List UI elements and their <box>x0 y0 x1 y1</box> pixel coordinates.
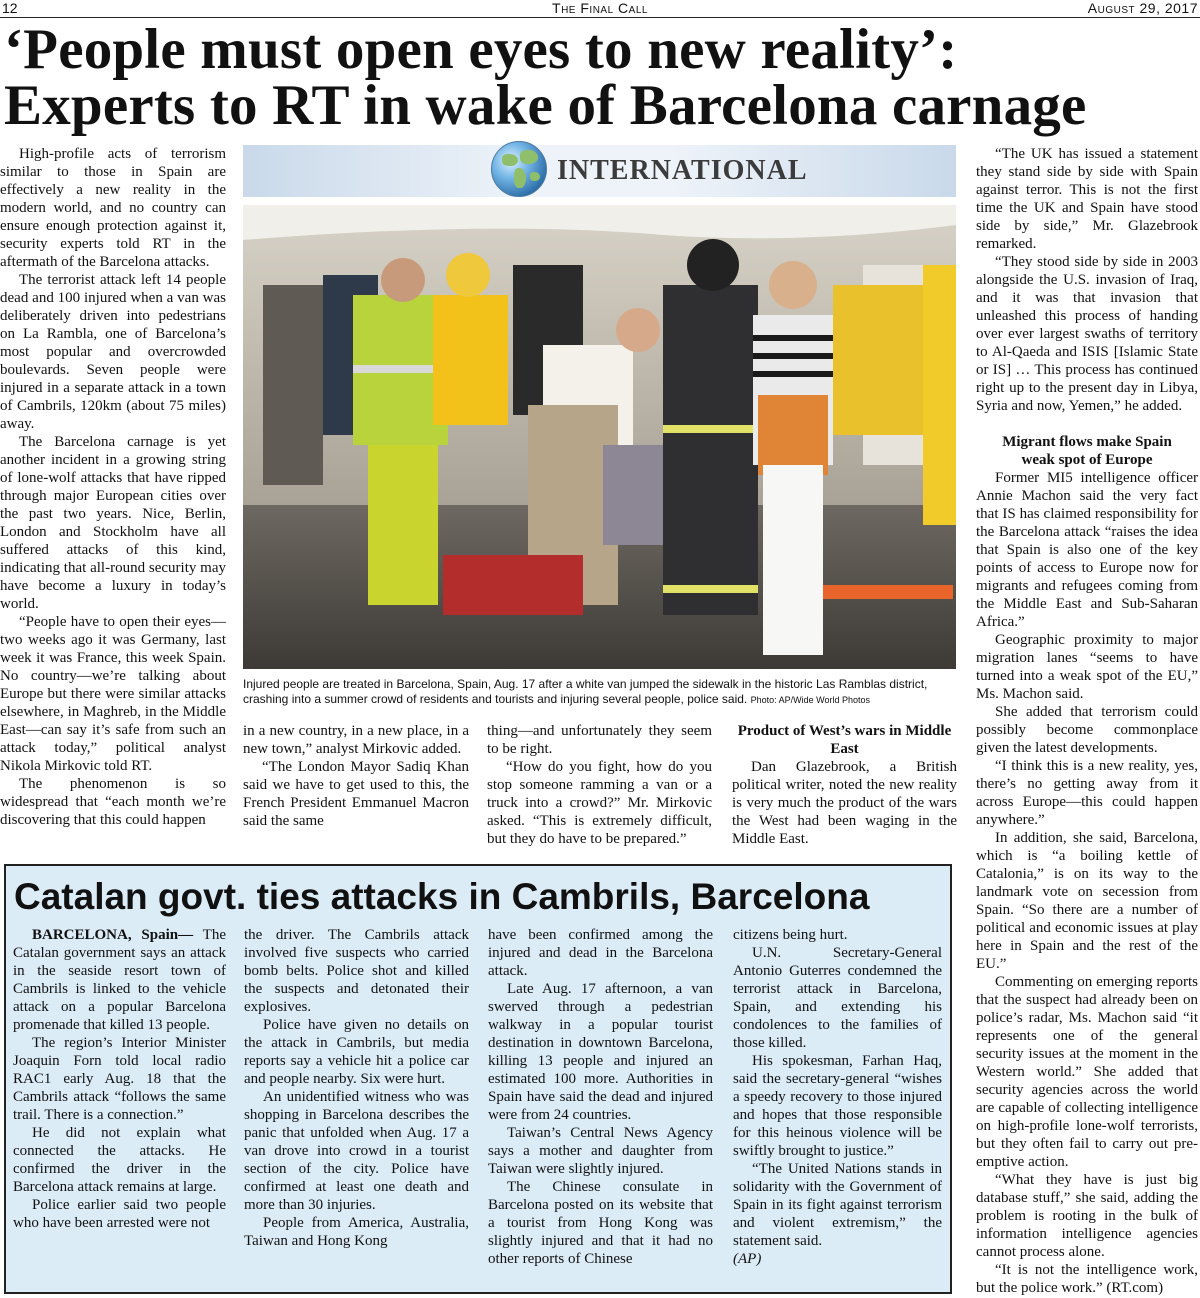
article-column-middle-1 <box>243 722 469 830</box>
section-label: INTERNATIONAL <box>557 155 808 186</box>
paragraph: “People have to open their eyes—two weeks ago it was Germany, last week it was France, this week Spain. No country—we’re talking about Europe but there were similar attacks elsewhere, in Maghreb, in the Middle East—can say it’s safe from such an attack today,” political analyst Nikola Mirkovic told RT. <box>0 614 226 774</box>
paragraph: An unidentified witness who was shopping in Barcelona describes the panic that unfolded when Aug. 17 a van drove into crowd in a tourist section of the city. Police have confirmed at least one death and more than 30 injuries. <box>244 1089 469 1213</box>
paragraph: The Chinese consulate in Barcelona posted on its website that a tourist from Hong Kong was slightly injured and that it had no other reports of Chinese <box>488 1179 713 1267</box>
news-photo-illustration <box>243 205 956 669</box>
paragraph: Commenting on emerging reports that the suspect had already been on police’s radar, Ms. Machon said “it represents one of the general security issues at the moment in the Western world.” She added that security agencies across the world are capable of collecting intelligence on high-profile lone-wolf terrorists, but they often fail to carry out pre-emptive action. <box>976 974 1198 1170</box>
signoff: (AP) <box>733 1251 762 1267</box>
paragraph: His spokesman, Farhan Haq, said the secretary-general “wishes a speedy recovery to those injured and hopes that those responsible for this heinous violence will be swiftly brought to justice.” <box>733 1053 942 1159</box>
caption-text: Injured people are treated in Barcelona, Spain, Aug. 17 after a white van jumped the sidewalk in the historic Las Ramblas district, crashing into a summer crowd of residents and tourists and injuring several people, police said. <box>243 677 928 706</box>
sidebar-story-headline: Catalan govt. ties attacks in Cambrils, Barcelona <box>14 876 870 917</box>
paragraph: He did not explain what connected the attacks. He confirmed the driver in the Barcelona attack remains at large. <box>13 1125 226 1195</box>
sidebar-story-column-3 <box>488 926 713 1268</box>
paragraph: Dan Glazebrook, a British political writer, noted the new reality is very much the product of the wars the West had been waging in the Middle East. <box>732 759 957 847</box>
paragraph: “I think this is a new reality, yes, there’s no getting away from it across Europe—this could happen anywhere.” <box>976 758 1198 828</box>
news-photo <box>243 205 956 669</box>
paragraph: Taiwan’s Central News Agency says a mother and daughter from Taiwan were slightly injured. <box>488 1125 713 1177</box>
paragraph: The terrorist attack left 14 people dead and 100 injured when a van was deliberately driven into pedestrians on La Rambla, one of Barcelona’s most popular and overcrowded boulevards. Seven people were injured in a separate attack in a town of Cambrils, 120km (about 75 miles) away. <box>0 272 226 432</box>
newspaper-name: The Final Call <box>552 0 648 16</box>
paragraph: Late Aug. 17 afternoon, a van swerved through a pedestrian walkway in a popular tourist destination in downtown Barcelona, killing 13 people and injured an estimated 100 more. Authorities in Spain have said the dead and injured were from 24 countries. <box>488 981 713 1123</box>
article-column-right <box>976 145 1198 1297</box>
paragraph: the driver. The Cambrils attack involved five suspects who carried bomb belts. Police shot and killed the suspects and detonated their explosives. <box>244 927 469 1015</box>
paragraph: U.N. Secretary-General Antonio Guterres condemned the terrorist attack in Barcelona, Spain, and extending his condolences to the families of those killed. <box>733 945 942 1051</box>
issue-date: August 29, 2017 <box>1087 0 1198 16</box>
paragraph <box>13 926 226 1034</box>
photo-caption <box>243 677 956 708</box>
subheading: Migrant flows make Spain weak spot of Europe <box>1002 434 1172 468</box>
main-headline <box>4 18 1200 137</box>
paragraph: “It is not the intelligence work, but the police work.” (RT.com) <box>976 1262 1198 1296</box>
paragraph: thing—and unfortunately they seem to be right. <box>487 723 712 757</box>
dateline: BARCELONA, Spain— <box>32 927 194 943</box>
article-column-middle-3 <box>732 722 957 848</box>
paragraph: “The United Nations stands in solidarity with the Government of Spain in its fight against terrorism and violent extremism,” the statement said. <box>733 1161 942 1249</box>
paragraph: The region’s Interior Minister Joaquin Forn told local radio RAC1 early Aug. 18 that the Cambrils attack “follows the same trail. There is a connection.” <box>13 1035 226 1123</box>
headline-line-2: Experts to RT in wake of Barcelona carnage <box>4 74 1087 137</box>
paragraph: citizens being hurt. <box>733 927 848 943</box>
globe-icon <box>491 141 547 197</box>
paragraph: Police earlier said two people who have been arrested were not <box>13 1197 226 1231</box>
paragraph: “What they have is just big database stuff,” she said, adding the problem is rooting in the bulk of information intelligence agencies cannot process alone. <box>976 1172 1198 1260</box>
paragraph: High-profile acts of terrorism similar to those in Spain are effectively a new reality in the modern world, and no country can ensure enough protection against it, security experts told RT in the aftermath of the Barcelona attacks. <box>0 146 226 270</box>
subheading: Product of West’s wars in Middle East <box>737 723 952 757</box>
sidebar-story-column-1 <box>13 926 226 1232</box>
sidebar-story-column-4 <box>733 926 942 1268</box>
lead-text: The Catalan government says an attack in the seaside resort town of Cambrils is linked to the vehicle attack on a popular Barcelona promenade that killed 13 people. <box>13 927 226 1033</box>
article-column-left <box>0 145 226 829</box>
paragraph: She added that terrorism could possibly become commonplace given the latest developments. <box>976 704 1198 756</box>
folio-bar <box>0 0 1200 18</box>
paragraph: “They stood side by side in 2003 alongside the U.S. invasion of Iraq, and it was that invasion that unleashed this process of handing over ever largest swaths of territory to Al-Qaeda and ISIS [Islamic State or IS] … This process has continued right up to the present day in Libya, Syria and now, Yemen,” he added. <box>976 254 1198 414</box>
paragraph: Geographic proximity to major migration lanes “seems to have turned into a weak spot of the EU,” Ms. Machon said. <box>976 632 1198 702</box>
paragraph: People from America, Australia, Taiwan and Hong Kong <box>244 1215 469 1249</box>
paragraph: The phenomenon is so widespread that “each month we’re discovering that this could happen <box>0 776 226 828</box>
article-column-middle-2 <box>487 722 712 848</box>
headline-line-1: ‘People must open eyes to new reality’: <box>4 18 958 81</box>
photo-credit: Photo: AP/Wide World Photos <box>750 695 871 705</box>
page-number: 12 <box>2 0 18 16</box>
paragraph: The Barcelona carnage is yet another incident in a growing string of lone-wolf attacks that have ripped through major European cities over the past two years. Nice, Berlin, London and Stockholm have all suffered attacks of this kind, indicating that all-round security may have become a luxury in today’s world. <box>0 434 226 612</box>
paragraph: “The London Mayor Sadiq Khan said we have to get used to this, the French President Emmanuel Macron said the same <box>243 759 469 829</box>
sidebar-story-column-2 <box>244 926 469 1250</box>
paragraph: in a new country, in a new place, in a new town,” analyst Mirkovic added. <box>243 723 469 757</box>
paragraph: “How do you fight, how do you stop someone ramming a van or a truck into a crowd?” Mr. Mirkovic asked. “This is extremely difficult, but they do have to be prepared.” <box>487 759 712 847</box>
spacer <box>976 415 1198 433</box>
paragraph: Former MI5 intelligence officer Annie Machon said the very fact that IS has claimed responsibility for the Barcelona attack “raises the idea that Spain is also one of the key points of access to Europe now for migrants and refugees coming from the Middle East and Sub-Saharan Africa.” <box>976 470 1198 630</box>
paragraph: have been confirmed among the injured and dead in the Barcelona attack. <box>488 927 713 979</box>
paragraph: In addition, she said, Barcelona, which is “a boiling kettle of Catalonia,” is on its way to the landmark vote on secession from Spain. “So there are a number of political and economic issues at play here in Spain and the rest of the EU.” <box>976 830 1198 972</box>
paragraph: “The UK has issued a statement they stand side by side with Spain against terror. This is not the first time the UK and Spain have stood side by side,” Mr. Glazebrook remarked. <box>976 146 1198 252</box>
paragraph: Police have given no details on the attack in Cambrils, but media reports say a vehicle hit a police car and people nearby. Six were hurt. <box>244 1017 469 1087</box>
